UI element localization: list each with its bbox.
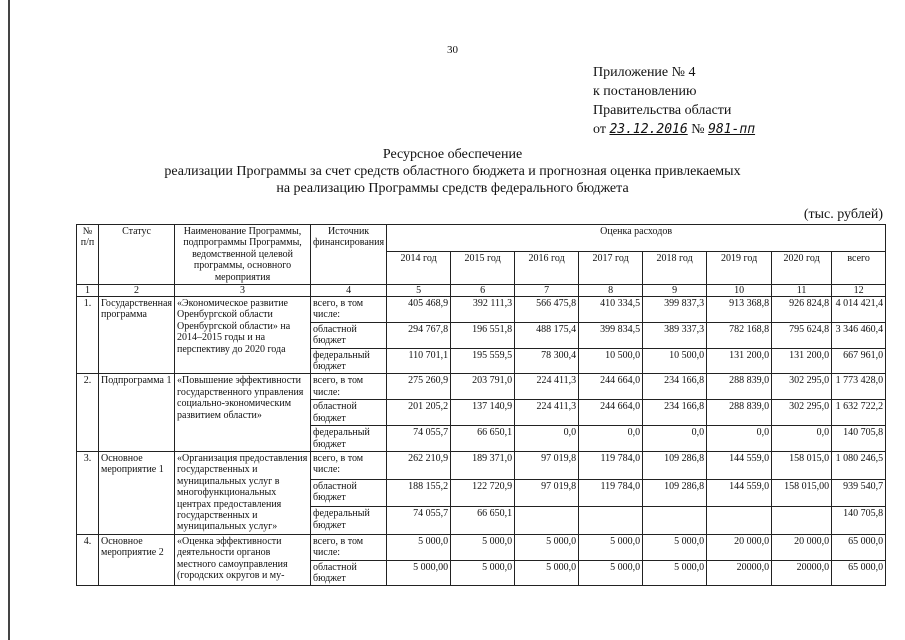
row-value: 20 000,0: [707, 534, 772, 560]
row-value: 188 155,2: [387, 479, 451, 507]
row-value: 1 080 246,5: [832, 451, 886, 479]
appendix-line-3: Правительства области: [593, 103, 732, 118]
row-value: 667 961,0: [832, 348, 886, 374]
row-funding-source: федеральный бюджет: [311, 426, 387, 452]
row-value: 939 540,7: [832, 479, 886, 507]
appendix-line-1: Приложение № 4: [593, 65, 696, 80]
row-value: 399 837,3: [643, 297, 707, 323]
row-funding-source: федеральный бюджет: [311, 507, 387, 535]
row-value: 244 664,0: [579, 400, 643, 426]
row-value: 158 015,00: [772, 479, 832, 507]
appendix-line-2: к постановлению: [593, 84, 697, 99]
row-value: 66 650,1: [451, 507, 515, 535]
row-funding-source: федеральный бюджет: [311, 348, 387, 374]
row-funding-source: всего, в том числе:: [311, 451, 387, 479]
column-number: 1: [77, 285, 99, 297]
row-value: 302 295,0: [772, 400, 832, 426]
appendix-date-line: [593, 120, 755, 139]
row-value: 140 705,8: [832, 426, 886, 452]
row-value: 74 055,7: [387, 426, 451, 452]
column-number: 9: [643, 285, 707, 297]
row-value: 65 000,0: [832, 560, 886, 586]
row-value: 0,0: [579, 426, 643, 452]
row-value: 224 411,3: [515, 400, 579, 426]
row-value: 392 111,3: [451, 297, 515, 323]
row-value: 109 286,8: [643, 479, 707, 507]
row-value: 795 624,8: [772, 322, 832, 348]
row-value: 288 839,0: [707, 374, 772, 400]
column-number: 4: [311, 285, 387, 297]
row-value: 78 300,4: [515, 348, 579, 374]
header-estimate: Оценка расходов: [387, 225, 886, 252]
header-year: 2015 год: [451, 252, 515, 285]
row-value: 97 019,8: [515, 451, 579, 479]
row-number: 4.: [77, 534, 99, 586]
document-title: [0, 146, 905, 197]
row-value: 0,0: [772, 426, 832, 452]
page-number: 30: [447, 44, 458, 56]
row-value: 782 168,8: [707, 322, 772, 348]
scan-edge-line: [8, 0, 10, 640]
column-number: 6: [451, 285, 515, 297]
row-value: 926 824,8: [772, 297, 832, 323]
row-value: 234 166,8: [643, 374, 707, 400]
row-funding-source: всего, в том числе:: [311, 297, 387, 323]
row-value: [515, 507, 579, 535]
header-year: 2020 год: [772, 252, 832, 285]
header-name: Наименование Программы, подпрограммы Программы, ведомственной целевой программы, основного мероприятия: [175, 225, 311, 285]
row-value: 97 019,8: [515, 479, 579, 507]
row-value: 244 664,0: [579, 374, 643, 400]
row-value: 10 500,0: [579, 348, 643, 374]
row-value: 203 791,0: [451, 374, 515, 400]
column-number: 7: [515, 285, 579, 297]
header-year: 2019 год: [707, 252, 772, 285]
row-value: 137 140,9: [451, 400, 515, 426]
row-value: 0,0: [643, 426, 707, 452]
number-prefix: №: [691, 122, 705, 137]
table-row: [77, 297, 886, 323]
row-value: 262 210,9: [387, 451, 451, 479]
row-value: 144 559,0: [707, 451, 772, 479]
column-number: 10: [707, 285, 772, 297]
row-value: 1 632 722,2: [832, 400, 886, 426]
table-row: [77, 451, 886, 479]
table-row: [77, 534, 886, 560]
title-line-2: реализации Программы за счет средств областного бюджета и прогнозная оценка привлекаемых: [164, 164, 741, 179]
row-value: 119 784,0: [579, 451, 643, 479]
row-number: 1.: [77, 297, 99, 374]
header-year: 2017 год: [579, 252, 643, 285]
column-number: 12: [832, 285, 886, 297]
row-value: 131 200,0: [707, 348, 772, 374]
row-value: 0,0: [707, 426, 772, 452]
row-value: 10 500,0: [643, 348, 707, 374]
column-number: 11: [772, 285, 832, 297]
row-program-name: «Организация предоставления государственных и муниципальных услуг в многофункциональных центрах предоставления государственных и муниципальных услуг»: [175, 451, 311, 534]
units-label: (тыс. рублей): [803, 207, 883, 222]
row-value: 288 839,0: [707, 400, 772, 426]
row-value: 201 205,2: [387, 400, 451, 426]
row-value: 140 705,8: [832, 507, 886, 535]
row-value: 119 784,0: [579, 479, 643, 507]
row-value: 144 559,0: [707, 479, 772, 507]
title-line-1: Ресурсное обеспечение: [382, 147, 523, 162]
date-prefix: от: [593, 122, 606, 137]
row-value: 566 475,8: [515, 297, 579, 323]
row-value: 389 337,3: [643, 322, 707, 348]
row-value: 189 371,0: [451, 451, 515, 479]
row-value: 65 000,0: [832, 534, 886, 560]
row-value: [579, 507, 643, 535]
header-year: 2016 год: [515, 252, 579, 285]
row-value: 158 015,0: [772, 451, 832, 479]
row-value: 5 000,0: [451, 560, 515, 586]
appendix-block: [593, 63, 755, 139]
row-value: 5 000,0: [643, 534, 707, 560]
budget-table: [76, 224, 886, 586]
header-year: 2018 год: [643, 252, 707, 285]
header-year: всего: [832, 252, 886, 285]
row-value: 399 834,5: [579, 322, 643, 348]
row-value: 5 000,0: [515, 560, 579, 586]
header-num: № п/п: [77, 225, 99, 285]
row-funding-source: областной бюджет: [311, 400, 387, 426]
row-status: Основное мероприятие 1: [99, 451, 175, 534]
column-number: 5: [387, 285, 451, 297]
handwritten-number: 981-пп: [708, 122, 756, 137]
row-value: 20000,0: [772, 560, 832, 586]
header-year: 2014 год: [387, 252, 451, 285]
column-number-row: [77, 285, 886, 297]
row-value: 195 559,5: [451, 348, 515, 374]
row-value: 74 055,7: [387, 507, 451, 535]
row-value: 302 295,0: [772, 374, 832, 400]
column-number: 2: [99, 285, 175, 297]
row-number: 2.: [77, 374, 99, 451]
row-funding-source: всего, в том числе:: [311, 534, 387, 560]
column-number: 3: [175, 285, 311, 297]
row-value: 66 650,1: [451, 426, 515, 452]
row-value: 5 000,0: [643, 560, 707, 586]
row-value: 410 334,5: [579, 297, 643, 323]
row-value: 5 000,0: [387, 534, 451, 560]
column-number: 8: [579, 285, 643, 297]
table-row: [77, 374, 886, 400]
row-value: 294 767,8: [387, 322, 451, 348]
row-value: 109 286,8: [643, 451, 707, 479]
row-funding-source: всего, в том числе:: [311, 374, 387, 400]
row-value: 5 000,0: [579, 560, 643, 586]
row-program-name: «Повышение эффективности государственного управления социально-экономическим развитием области»: [175, 374, 311, 451]
row-program-name: «Оценка эффективности деятельности органов местного самоуправления (городских округов и му-: [175, 534, 311, 586]
row-value: 5 000,0: [451, 534, 515, 560]
row-value: 3 346 460,4: [832, 322, 886, 348]
row-value: 405 468,9: [387, 297, 451, 323]
row-status: Государственная программа: [99, 297, 175, 374]
row-value: 234 166,8: [643, 400, 707, 426]
row-value: [707, 507, 772, 535]
row-value: 224 411,3: [515, 374, 579, 400]
row-value: 122 720,9: [451, 479, 515, 507]
row-value: 275 260,9: [387, 374, 451, 400]
row-value: 1 773 428,0: [832, 374, 886, 400]
row-value: 5 000,00: [387, 560, 451, 586]
handwritten-date: 23.12.2016: [609, 122, 688, 137]
title-line-3: на реализацию Программы средств федерального бюджета: [276, 181, 629, 196]
row-value: 110 701,1: [387, 348, 451, 374]
row-value: 0,0: [515, 426, 579, 452]
row-status: Подпрограмма 1: [99, 374, 175, 451]
header-source: Источник финансирования: [311, 225, 387, 285]
row-value: 913 368,8: [707, 297, 772, 323]
row-value: 4 014 421,4: [832, 297, 886, 323]
row-funding-source: областной бюджет: [311, 479, 387, 507]
row-value: 488 175,4: [515, 322, 579, 348]
row-number: 3.: [77, 451, 99, 534]
row-value: [772, 507, 832, 535]
row-value: 5 000,0: [579, 534, 643, 560]
row-value: 20000,0: [707, 560, 772, 586]
row-status: Основное мероприятие 2: [99, 534, 175, 586]
row-value: [643, 507, 707, 535]
row-program-name: «Экономическое развитие Оренбургской области Оренбургской области» на 2014–2015 годы и на перспективу до 2020 года: [175, 297, 311, 374]
row-funding-source: областной бюджет: [311, 560, 387, 586]
row-funding-source: областной бюджет: [311, 322, 387, 348]
header-row-1: [77, 225, 886, 252]
row-value: 20 000,0: [772, 534, 832, 560]
row-value: 196 551,8: [451, 322, 515, 348]
header-status: Статус: [99, 225, 175, 285]
row-value: 5 000,0: [515, 534, 579, 560]
row-value: 131 200,0: [772, 348, 832, 374]
